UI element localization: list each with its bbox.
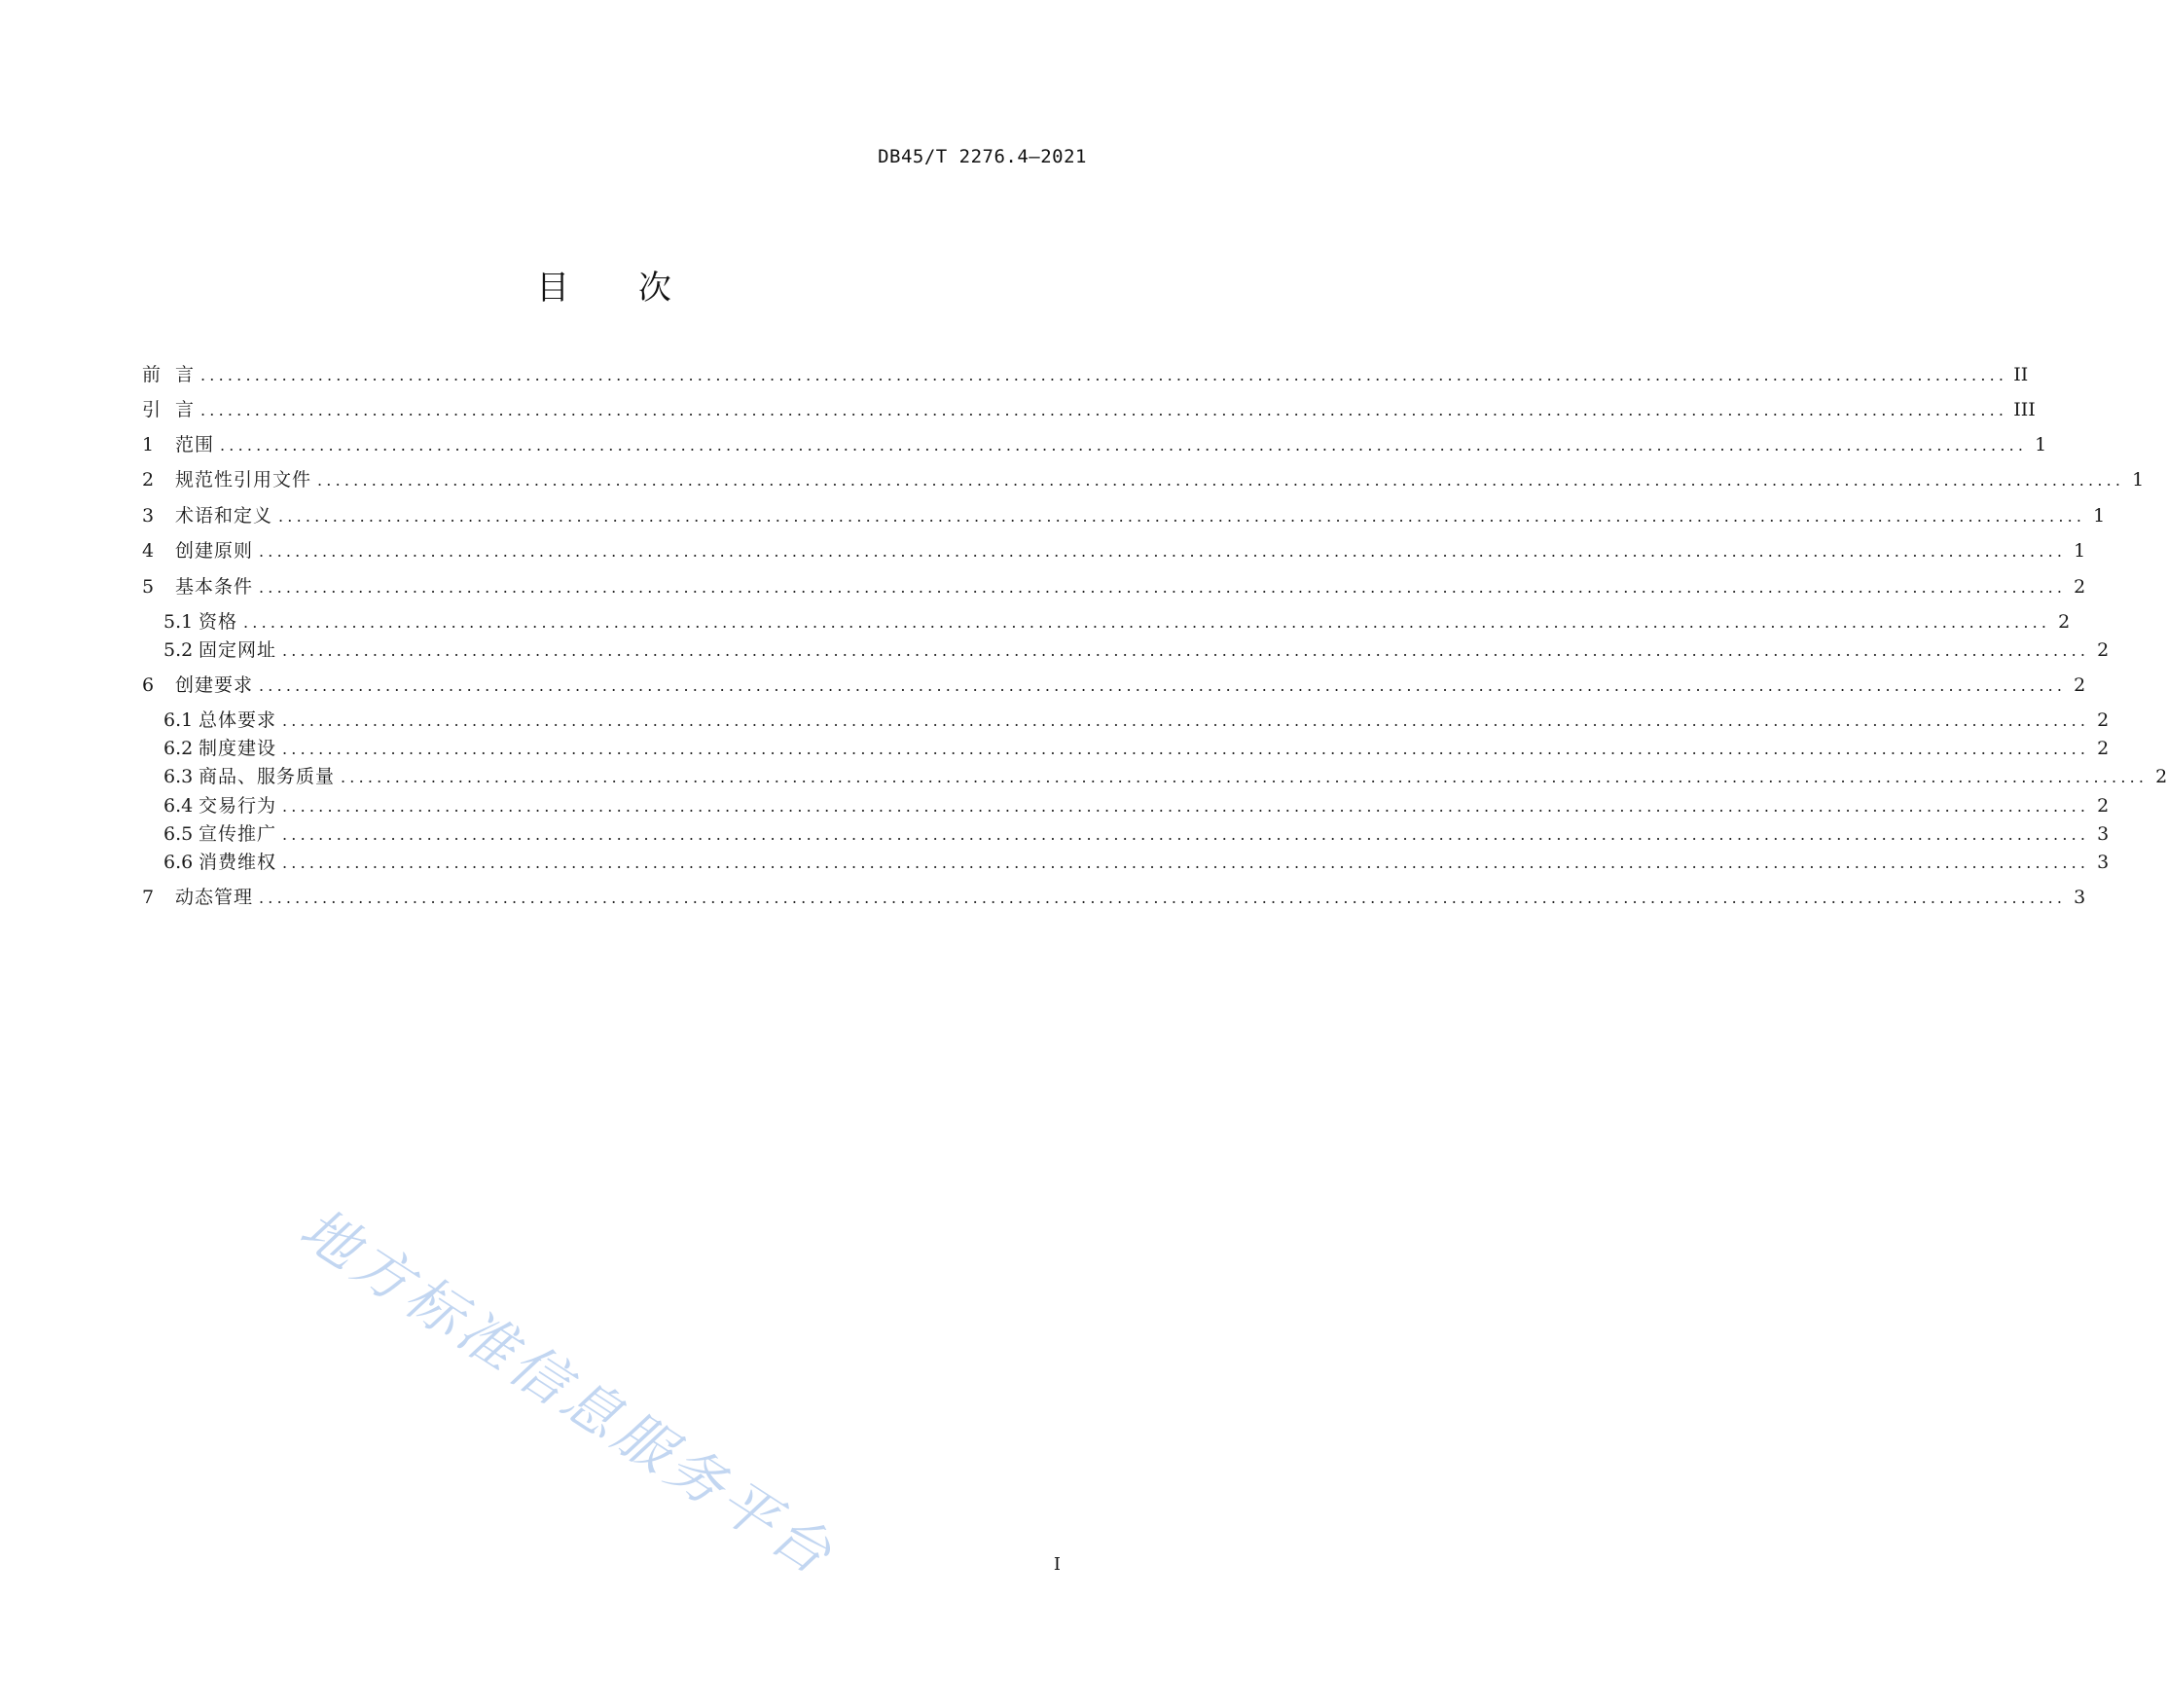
toc-entry-page: III	[2013, 399, 2036, 420]
toc-entry-page: 3	[2097, 823, 2110, 845]
toc-entry-number: 前	[142, 364, 162, 385]
toc-dot-leader: ........................................................................................................................................................................................................	[259, 578, 2067, 597]
toc-entry-label: 术语和定义	[175, 505, 273, 527]
page-title: 目 次	[536, 269, 701, 308]
toc-entry-number: 2	[142, 469, 155, 491]
toc-entry-page: 2	[2074, 674, 2086, 696]
toc-entry[interactable]	[163, 849, 2110, 876]
toc-entry[interactable]	[163, 707, 2110, 734]
toc-entry-number: 6.5	[163, 823, 194, 845]
toc-entry-page: 2	[2074, 576, 2086, 598]
toc-entry-label: 总体要求	[199, 709, 277, 731]
toc-entry-label: 商品、服务质量	[199, 766, 336, 787]
toc-entry-page: 2	[2058, 611, 2071, 633]
toc-dot-leader: ........................................................................................................................................................................................................	[259, 542, 2067, 561]
toc-entry-page: II	[2013, 364, 2029, 385]
toc-entry-page: 2	[2097, 795, 2110, 817]
toc-dot-leader: ........................................................................................................................................................................................................	[317, 471, 2125, 490]
toc-entry-label: 动态管理	[175, 887, 254, 908]
toc-entry-number: 引	[142, 399, 162, 420]
toc-entry[interactable]	[142, 466, 2145, 493]
toc-dot-leader: ........................................................................................................................................................................................................	[243, 613, 2051, 632]
toc-entry-number: 1	[142, 434, 155, 455]
toc-entry-number: 6	[142, 674, 155, 696]
toc-dot-leader: ........................................................................................................................................................................................................	[282, 854, 2090, 872]
toc-entry-number: 4	[142, 540, 155, 562]
toc-entry[interactable]	[163, 735, 2110, 762]
toc-entry-number: 5.1	[163, 611, 194, 633]
toc-entry[interactable]	[142, 537, 2086, 564]
toc-entry-page: 1	[2093, 505, 2106, 527]
toc-entry-page: 1	[2132, 469, 2145, 491]
toc-entry[interactable]	[142, 672, 2086, 699]
toc-entry[interactable]	[142, 396, 2036, 423]
toc-entry-label: 制度建设	[199, 738, 277, 759]
toc-entry-page: 2	[2155, 766, 2167, 787]
toc-entry-page: 1	[2074, 540, 2086, 562]
toc-entry-number: 3	[142, 505, 155, 527]
toc-dot-leader: ........................................................................................................................................................................................................	[200, 366, 2008, 384]
toc-entry[interactable]	[142, 361, 2029, 388]
toc-entry[interactable]	[142, 573, 2086, 600]
toc-entry-number: 5	[142, 576, 155, 598]
toc-entry-label: 固定网址	[199, 639, 277, 661]
toc-entry[interactable]	[142, 502, 2106, 529]
toc-entry-number: 6.4	[163, 795, 194, 817]
toc-entry-number: 6.6	[163, 852, 194, 873]
toc-entry[interactable]	[163, 820, 2110, 848]
toc-dot-leader: ........................................................................................................................................................................................................	[282, 797, 2090, 816]
toc-dot-leader: ........................................................................................................................................................................................................	[259, 889, 2067, 907]
toc-dot-leader: ........................................................................................................................................................................................................	[282, 711, 2090, 730]
toc-entry-number: 6.3	[163, 766, 194, 787]
toc-entry-label: 宣传推广	[199, 823, 277, 845]
toc-entry[interactable]	[163, 608, 2071, 636]
toc-entry-number: 5.2	[163, 639, 194, 661]
toc-entry-label: 范围	[175, 434, 215, 455]
toc-entry[interactable]	[163, 763, 2167, 790]
toc-entry-page: 2	[2097, 709, 2110, 731]
toc-entry[interactable]	[142, 431, 2047, 458]
toc-entry-page: 1	[2035, 434, 2047, 455]
toc-entry[interactable]	[142, 884, 2086, 911]
toc-dot-leader: ........................................................................................................................................................................................................	[200, 401, 2008, 419]
toc-entry-number: 6.1	[163, 709, 194, 731]
footer-page-number: I	[1053, 1554, 1061, 1575]
toc-entry-page: 2	[2097, 639, 2110, 661]
toc-entry-page: 3	[2074, 887, 2086, 908]
toc-entry[interactable]	[163, 792, 2110, 819]
toc-entry-label: 规范性引用文件	[175, 469, 312, 491]
toc-entry-label: 创建原则	[175, 540, 254, 562]
toc-entry-label: 交易行为	[199, 795, 277, 817]
toc-entry[interactable]	[163, 636, 2110, 664]
toc-entry-number: 6.2	[163, 738, 194, 759]
toc-entry-label: 资格	[199, 611, 238, 633]
toc-entry-label: 言	[175, 399, 196, 420]
toc-entry-number: 7	[142, 887, 155, 908]
toc-entry-label: 基本条件	[175, 576, 254, 598]
toc-dot-leader: ........................................................................................................................................................................................................	[341, 768, 2149, 786]
toc-entry-label: 言	[175, 364, 196, 385]
toc-dot-leader: ........................................................................................................................................................................................................	[282, 740, 2090, 758]
toc-dot-leader: ........................................................................................................................................................................................................	[220, 436, 2028, 454]
toc-dot-leader: ........................................................................................................................................................................................................	[282, 825, 2090, 844]
toc-entry-label: 消费维权	[199, 852, 277, 873]
toc-entry-label: 创建要求	[175, 674, 254, 696]
toc-entry-page: 2	[2097, 738, 2110, 759]
toc-entry-page: 3	[2097, 852, 2110, 873]
standard-code: DB45/T 2276.4—2021	[878, 146, 1087, 167]
toc-dot-leader: ........................................................................................................................................................................................................	[259, 676, 2067, 695]
watermark: 地方标准信息服务平台	[288, 1194, 848, 1590]
toc-dot-leader: ........................................................................................................................................................................................................	[282, 641, 2090, 660]
toc-dot-leader: ........................................................................................................................................................................................................	[278, 507, 2086, 526]
